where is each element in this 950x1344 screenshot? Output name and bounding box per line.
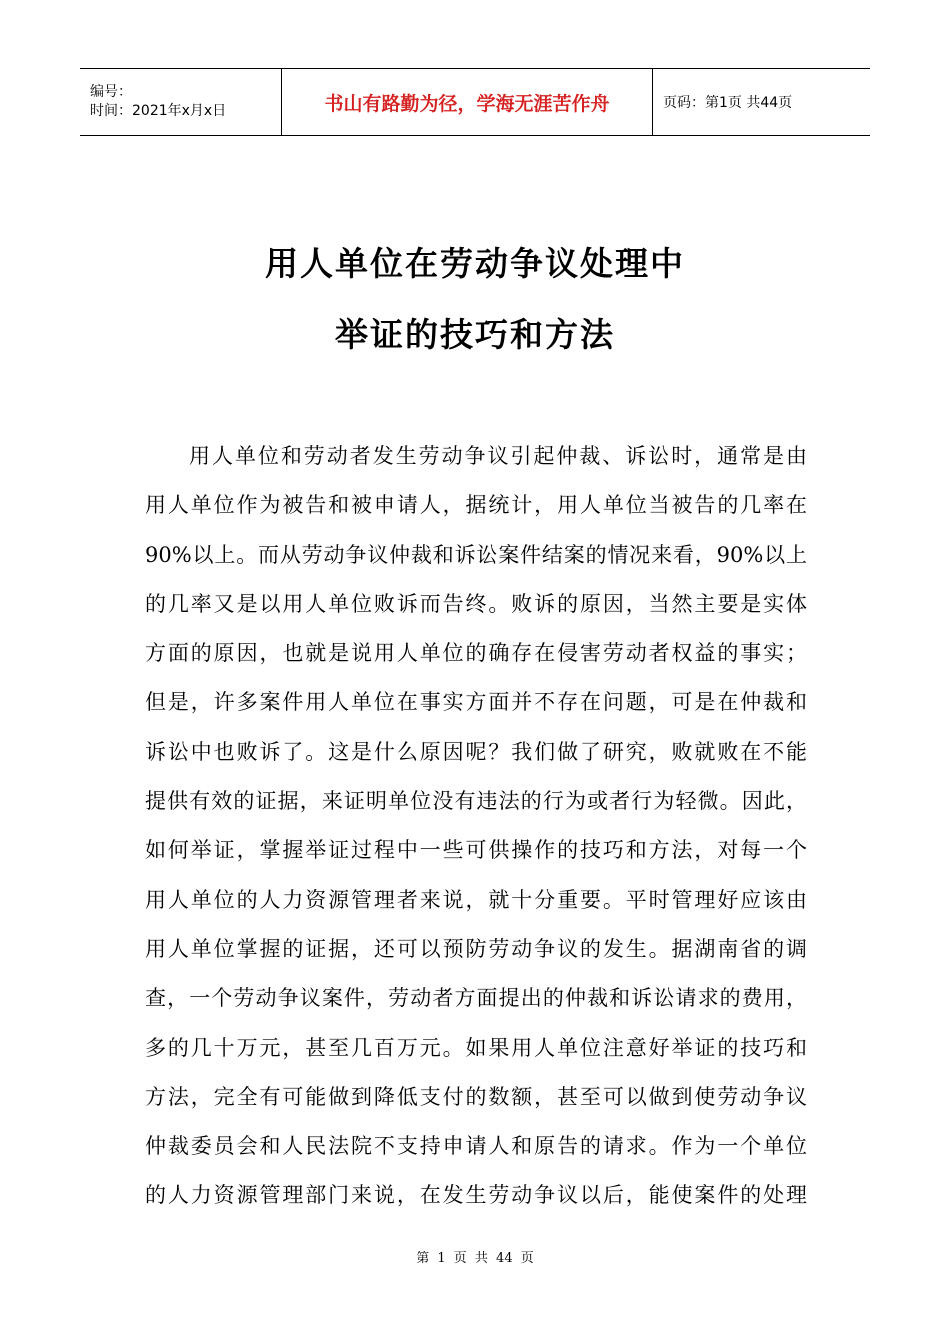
body-text-line: 方法，完全有可能做到降低支付的数额，甚至可以做到使劳动争议 [145,1084,807,1109]
body-text-line: 用人单位和劳动者发生劳动争议引起仲裁、诉讼时，通常是由 [189,444,807,468]
body-text-line: 的几率又是以用人单位败诉而告终。败诉的原因，当然主要是实体 [145,591,807,616]
body-text-line: 查，一个劳动争议案件，劳动者方面提出的仲裁和诉讼请求的费用， [145,986,807,1011]
body-text-line: 90%以上。而从劳动争议仲裁和诉讼案件结案的情况来看，90%以上 [145,542,807,567]
body-text-line: 用人单位作为被告和被申请人，据统计，用人单位当被告的几率在 [145,493,807,518]
body-text-line: 如何举证，掌握举证过程中一些可供操作的技巧和方法，对每一个 [145,838,807,863]
header-page-info: 页码：第1页 共44页 [663,95,793,111]
body-text-line: 的人力资源管理部门来说，在发生劳动争议以后，能使案件的处理 [145,1183,807,1208]
body-text-line: 用人单位掌握的证据，还可以预防劳动争议的发生。据湖南省的调 [145,936,807,961]
document-time-label: 时间：2021年x月x日 [90,103,227,119]
page-header [80,68,870,136]
body-text-line: 仲裁委员会和人民法院不支持申请人和原告的请求。作为一个单位 [145,1134,807,1159]
header-motto: 书山有路勤为径，学海无涯苦作舟 [324,92,610,115]
page-footer: 第 1 页 共 44 页 [416,1251,534,1266]
document-title-line-2: 举证的技巧和方法 [335,315,615,354]
body-text-line: 方面的原因，也就是说用人单位的确存在侵害劳动者权益的事实； [145,641,807,666]
document-number-label: 编号： [90,84,132,100]
body-text-line: 诉讼中也败诉了。这是什么原因呢？我们做了研究，败就败在不能 [145,739,807,764]
document-body [145,432,807,1221]
body-text-line: 提供有效的证据，来证明单位没有违法的行为或者行为轻微。因此， [145,789,807,814]
header-page-info-cell [653,69,870,135]
body-text-line: 用人单位的人力资源管理者来说，就十分重要。平时管理好应该由 [145,887,807,912]
header-meta [80,69,281,135]
document-title-line-1: 用人单位在劳动争议处理中 [265,244,685,283]
body-text-line: 多的几十万元，甚至几百万元。如果用人单位注意好举证的技巧和 [145,1035,807,1060]
header-motto-cell [281,69,653,135]
body-text-line: 但是，许多案件用人单位在事实方面并不存在问题，可是在仲裁和 [145,690,807,715]
